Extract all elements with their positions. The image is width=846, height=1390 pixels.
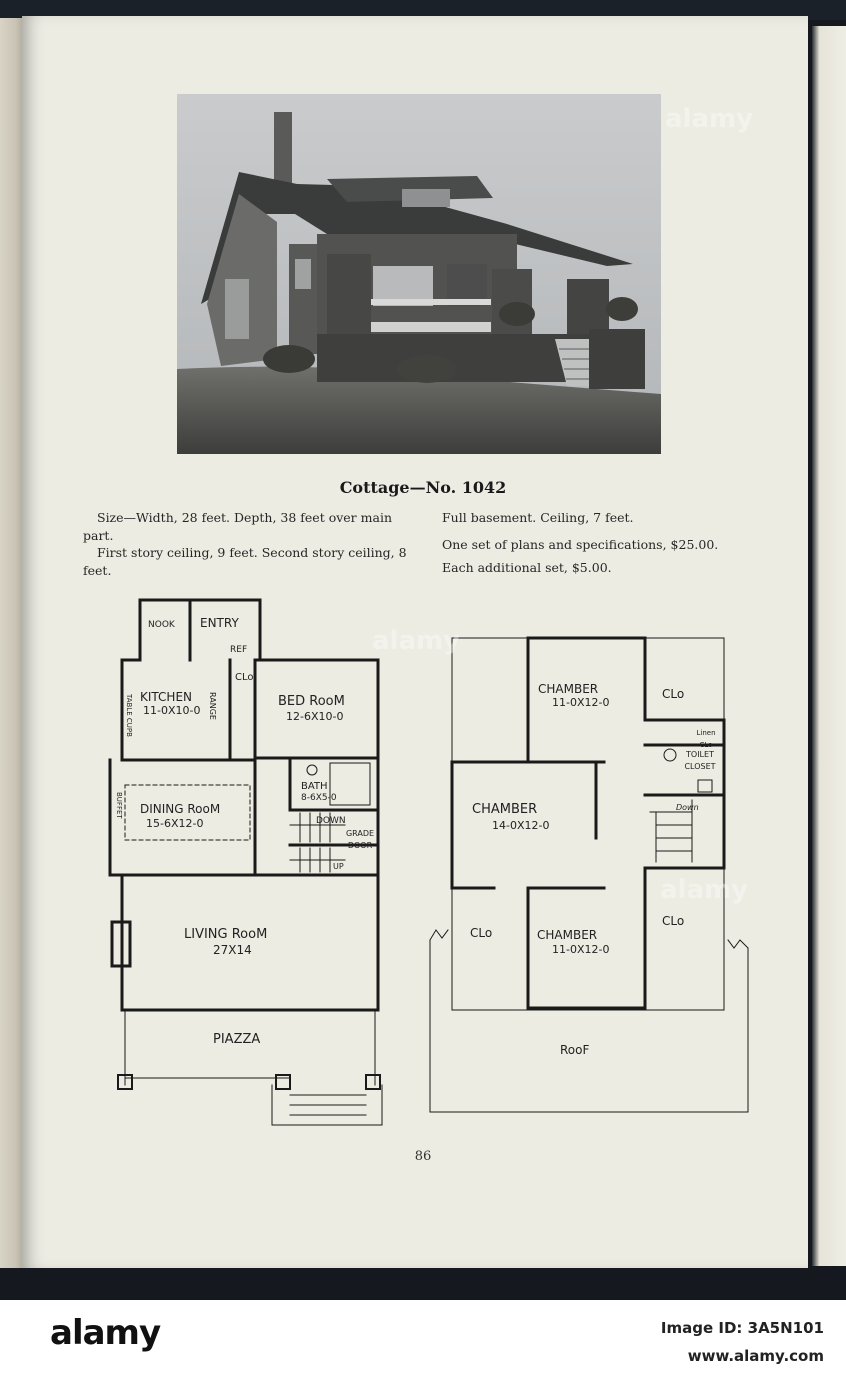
label-chamber-1-size: 11-0X12-0 (552, 696, 610, 709)
label-bath-size: 8-6X5-0 (301, 793, 337, 803)
label-linen: Linen CLo (696, 729, 716, 749)
spec-size: Size—Width, 28 feet. Depth, 38 feet over main part. (83, 510, 392, 543)
label-piazza: PIAZZA (213, 1032, 261, 1047)
label-down-2: Down (676, 803, 699, 812)
label-chamber-2-size: 14-0X12-0 (492, 819, 550, 832)
watermark-logo: alamy (660, 875, 749, 905)
label-roof: RooF (560, 1043, 590, 1057)
label-living: LIVING RooM (184, 927, 268, 942)
label-entry: ENTRY (200, 616, 239, 630)
spec-plan-price: One set of plans and specifications, $25.00. (442, 536, 719, 552)
label-dining: DINING RooM (140, 802, 221, 816)
spec-ceiling: First story ceiling, 9 feet. Second story ceiling, 8 feet. (83, 545, 407, 578)
stock-image-id: Image ID: 3A5N101 (660, 1319, 824, 1337)
watermark-logo: alamy (665, 104, 754, 134)
label-range: RANGE (208, 692, 217, 720)
label-closet-3: CLo (662, 914, 685, 928)
page-title: Cottage—No. 1042 (339, 478, 507, 497)
label-grade-door: GRADE DOOR (345, 829, 375, 850)
spec-additional-price: Each additional set, $5.00. (442, 560, 612, 575)
label-chamber-1: CHAMBER (538, 682, 599, 696)
label-up: UP (333, 862, 344, 871)
label-nook: NOOK (148, 620, 175, 630)
label-chamber-2: CHAMBER (472, 802, 538, 817)
stock-site-url: www.alamy.com (687, 1347, 824, 1365)
stock-brand-logo: alamy (50, 1313, 161, 1353)
label-chamber-3-size: 11-0X12-0 (552, 943, 610, 956)
label-dining-size: 15-6X12-0 (146, 817, 204, 830)
label-kitchen: KITCHEN (140, 690, 192, 704)
label-living-size: 27X14 (213, 943, 252, 957)
label-down: DOWN (316, 816, 346, 826)
label-closet: CLo (235, 672, 254, 683)
label-chamber-3: CHAMBER (537, 928, 598, 942)
label-toilet: TOILET CLOSET (684, 750, 716, 771)
label-buffet: BUFFET (115, 792, 123, 819)
label-bedroom-size: 12-6X10-0 (286, 710, 344, 723)
page-number: 86 (414, 1149, 432, 1164)
spec-basement: Full basement. Ceiling, 7 feet. (442, 510, 634, 525)
label-closet-2: CLo (470, 926, 493, 940)
label-table-cupb: TABLE CUPB (125, 694, 133, 737)
label-ref: REF (230, 645, 248, 655)
label-kitchen-size: 11-0X10-0 (143, 704, 201, 717)
watermark-logo: alamy (372, 626, 461, 656)
label-bedroom: BED RooM (278, 694, 345, 709)
label-closet-1: CLo (662, 687, 685, 701)
label-bath: BATH (301, 781, 328, 792)
